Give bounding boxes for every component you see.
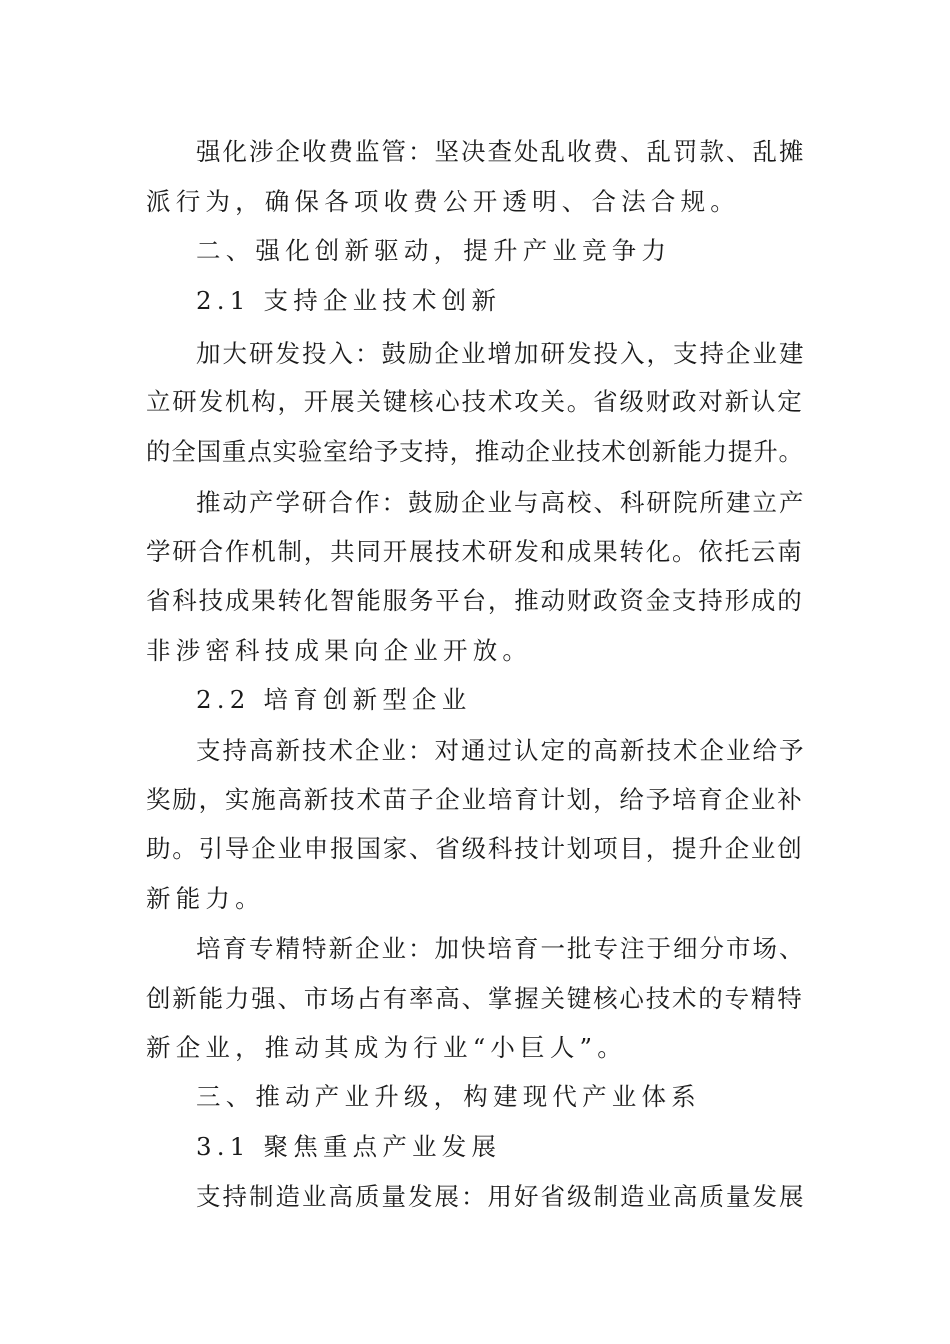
subsection-heading: 2.1 支持企业技术创新 bbox=[196, 286, 502, 315]
paragraph-line: 强化涉企收费监管：坚决查处乱收费、乱罚款、乱摊 bbox=[196, 137, 806, 166]
section-heading: 二、强化创新驱动，提升产业竞争力 bbox=[196, 236, 672, 265]
paragraph-line: 的全国重点实验室给予支持，推动企业技术创新能力提升。 bbox=[146, 437, 804, 466]
paragraph-line: 创新能力强、市场占有率高、掌握关键核心技术的专精特 bbox=[146, 984, 804, 1013]
paragraph-line: 奖励，实施高新技术苗子企业培育计划，给予培育企业补 bbox=[146, 785, 804, 814]
paragraph-line: 非涉密科技成果向企业开放。 bbox=[146, 636, 533, 665]
paragraph-line: 助。引导企业申报国家、省级科技计划项目，提升企业创 bbox=[146, 834, 804, 863]
paragraph-line: 加大研发投入：鼓励企业增加研发投入，支持企业建 bbox=[196, 339, 806, 368]
subsection-heading: 2.2 培育创新型企业 bbox=[196, 685, 472, 714]
paragraph-line: 支持制造业高质量发展：用好省级制造业高质量发展 bbox=[196, 1182, 806, 1211]
paragraph-line: 立研发机构，开展关键核心技术攻关。省级财政对新认定 bbox=[146, 387, 804, 416]
section-heading: 三、推动产业升级，构建现代产业体系 bbox=[196, 1082, 701, 1111]
paragraph-line: 派行为，确保各项收费公开透明、合法合规。 bbox=[146, 187, 740, 216]
paragraph-line: 支持高新技术企业：对通过认定的高新技术企业给予 bbox=[196, 736, 806, 765]
paragraph-line: 新企业，推动其成为行业“小巨人”。 bbox=[146, 1033, 627, 1062]
paragraph-line: 培育专精特新企业：加快培育一批专注于细分市场、 bbox=[196, 934, 806, 963]
paragraph-line: 学研合作机制，共同开展技术研发和成果转化。依托云南 bbox=[146, 537, 804, 566]
subsection-heading: 3.1 聚焦重点产业发展 bbox=[196, 1132, 502, 1161]
paragraph-line: 省科技成果转化智能服务平台，推动财政资金支持形成的 bbox=[146, 586, 804, 615]
paragraph-line: 新能力。 bbox=[146, 884, 265, 913]
paragraph-line: 推动产学研合作：鼓励企业与高校、科研院所建立产 bbox=[196, 488, 806, 517]
